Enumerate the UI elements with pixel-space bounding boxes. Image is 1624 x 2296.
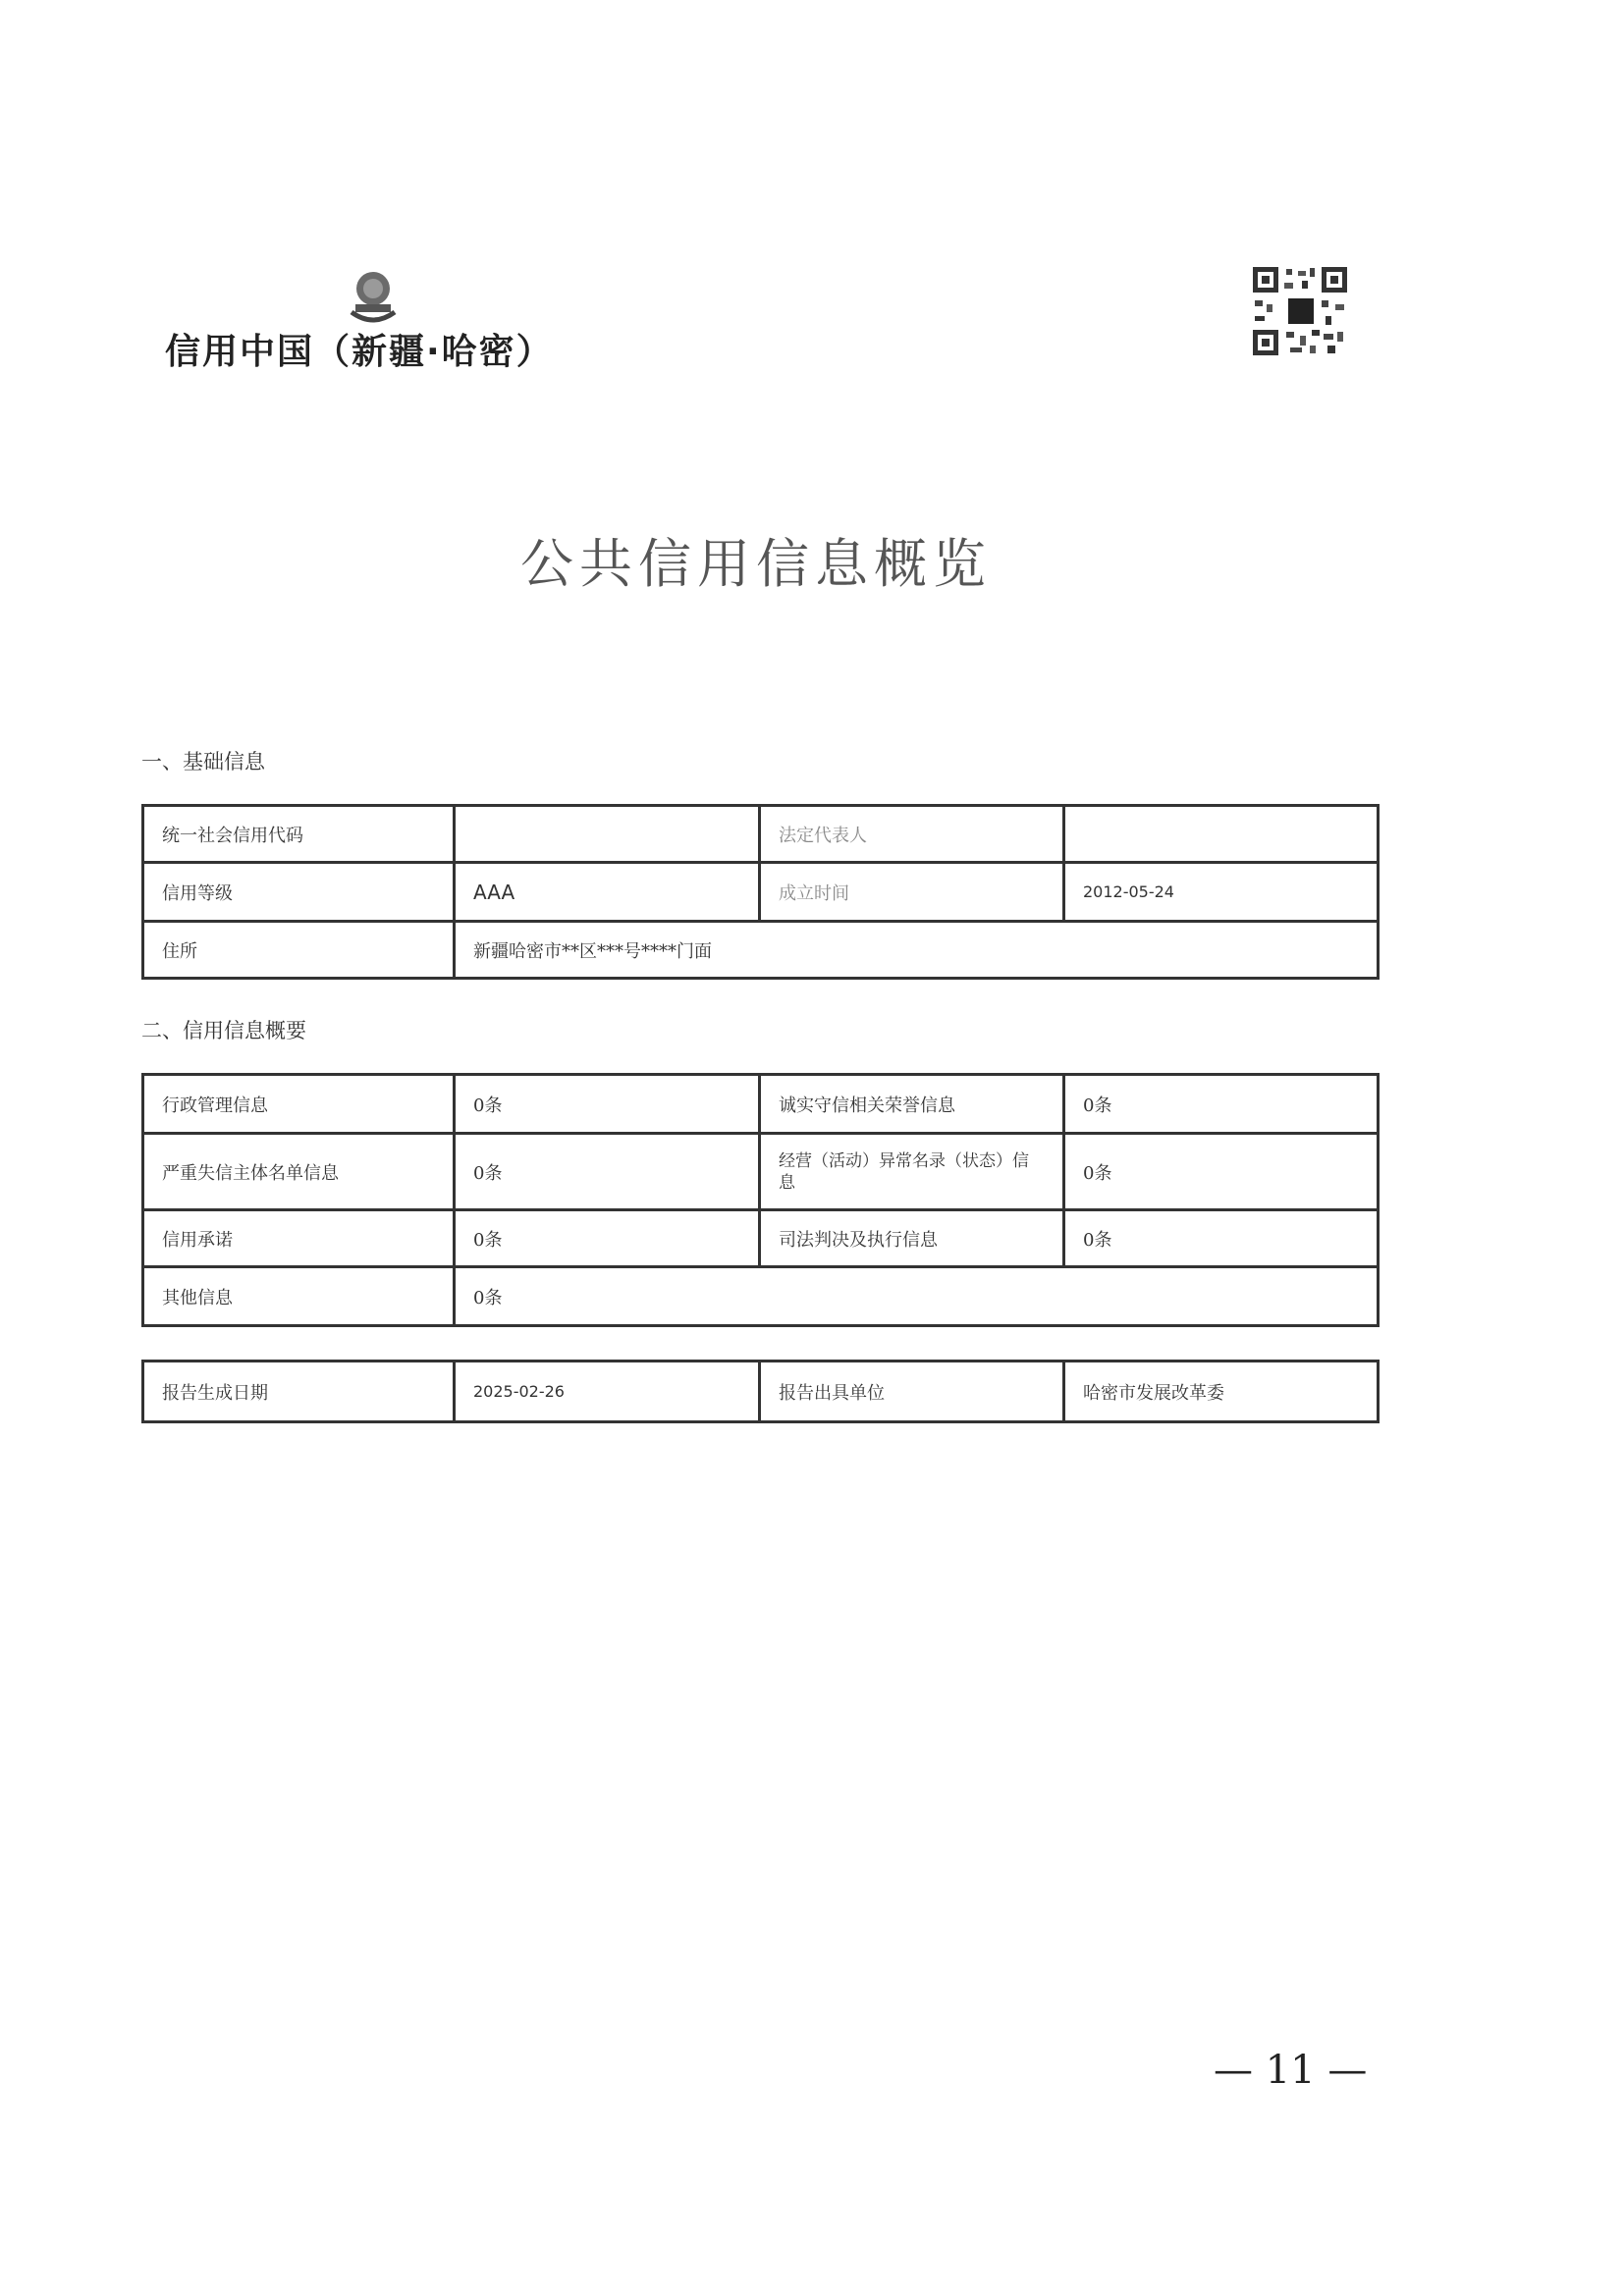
credit-summary-table — [141, 1073, 1380, 1327]
table-cell-label: 信用等级 — [143, 863, 455, 922]
table-row — [143, 1210, 1379, 1267]
qr-code-icon — [1251, 265, 1349, 357]
table-cell-value — [1064, 806, 1379, 863]
table-cell-label: 严重失信主体名单信息 — [143, 1134, 455, 1210]
table-row — [143, 863, 1379, 922]
table-cell-label: 住所 — [143, 922, 455, 979]
table-row — [143, 806, 1379, 863]
report-issuer-value: 哈密市发展改革委 — [1064, 1362, 1379, 1422]
table-cell-value — [455, 806, 760, 863]
table-cell-value: 0条 — [455, 1210, 760, 1267]
table-row — [143, 1075, 1379, 1134]
basic-info-table — [141, 804, 1380, 980]
table-cell-value: 新疆哈密市**区***号****门面 — [455, 922, 1379, 979]
table-cell-value: 2012-05-24 — [1064, 863, 1379, 922]
table-cell-value: 0条 — [1064, 1210, 1379, 1267]
table-cell-label: 法定代表人 — [760, 806, 1064, 863]
table-row — [143, 1362, 1379, 1422]
table-cell-label: 行政管理信息 — [143, 1075, 455, 1134]
table-cell-label: 其他信息 — [143, 1267, 455, 1326]
table-cell-label: 成立时间 — [760, 863, 1064, 922]
section-heading-basic-info: 一、基础信息 — [141, 750, 265, 774]
table-cell-value: 0条 — [455, 1134, 760, 1210]
report-info-table — [141, 1360, 1380, 1423]
table-cell-value: 0条 — [455, 1267, 1379, 1326]
report-date-label: 报告生成日期 — [143, 1362, 455, 1422]
document-title: 公共信用信息概览 — [520, 533, 992, 595]
table-cell-label: 信用承诺 — [143, 1210, 455, 1267]
report-date-value: 2025-02-26 — [455, 1362, 760, 1422]
table-cell-value: 0条 — [455, 1075, 760, 1134]
report-issuer-label: 报告出具单位 — [760, 1362, 1064, 1422]
table-cell-label: 诚实守信相关荣誉信息 — [760, 1075, 1064, 1134]
table-cell-value: 0条 — [1064, 1134, 1379, 1210]
page-number: — 11 — — [1214, 2048, 1368, 2093]
table-cell-value: AAA — [455, 863, 760, 922]
section-heading-credit-summary: 二、信用信息概要 — [141, 1019, 306, 1042]
table-cell-label: 司法判决及执行信息 — [760, 1210, 1064, 1267]
table-row — [143, 1134, 1379, 1210]
national-emblem-icon — [346, 267, 401, 328]
table-row — [143, 922, 1379, 979]
header-brand: 信用中国（新疆·哈密） — [165, 332, 554, 372]
table-cell-value: 0条 — [1064, 1075, 1379, 1134]
table-cell-label: 统一社会信用代码 — [143, 806, 455, 863]
table-cell-label: 经营（活动）异常名录（状态）信息 — [760, 1134, 1064, 1210]
table-row — [143, 1267, 1379, 1326]
